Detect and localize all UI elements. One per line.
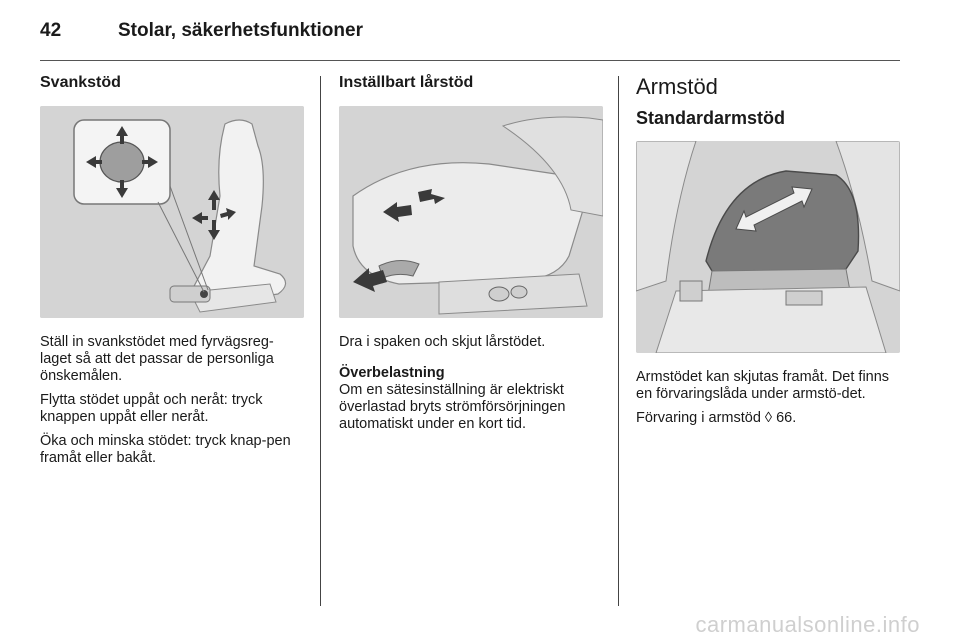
paragraph: Öka och minska stödet: tryck knap-pen framåt eller bakåt. <box>40 433 291 466</box>
page-number: 42 <box>40 20 62 41</box>
paragraph: Förvaring i armstöd ◊ 66. <box>636 410 797 426</box>
thigh-support-illustration <box>339 106 603 318</box>
overload-paragraph: Om en sätesinställning är elektriskt överlastad bryts strömförsörjningen automatiskt under en kort tid. <box>339 382 566 432</box>
column-divider-2 <box>618 76 619 606</box>
lumbar-body <box>40 334 304 467</box>
column-armrest <box>636 74 900 427</box>
paragraph: Ställ in svankstödet med fyrvägsreg-laget så att det passar de personliga önskemålen. <box>40 334 274 384</box>
column-divider-1 <box>320 76 321 606</box>
watermark: carmanualsonline.info <box>695 612 920 637</box>
section-heading-lumbar: Svankstöd <box>40 74 121 91</box>
section-heading-thigh: Inställbart lårstöd <box>339 74 474 91</box>
overload-block <box>339 365 603 433</box>
paragraph: Flytta stödet uppåt och neråt: tryck knappen uppåt eller neråt. <box>40 392 263 425</box>
column-thigh-support <box>339 74 603 433</box>
header-rule <box>40 60 900 61</box>
lumbar-support-illustration <box>40 106 304 318</box>
overload-heading: Överbelastning <box>339 365 445 381</box>
running-title: Stolar, säkerhetsfunktioner <box>118 20 363 41</box>
page-header <box>40 20 920 60</box>
armrest-body <box>636 369 900 427</box>
section-heading-armrest: Armstöd <box>636 74 718 99</box>
column-lumbar-support <box>40 74 304 467</box>
armrest-illustration <box>636 141 900 353</box>
thigh-paragraph: Dra i spaken och skjut lårstödet. <box>339 334 546 350</box>
paragraph: Armstödet kan skjutas framåt. Det finns en förvaringslåda under armstö-det. <box>636 369 890 402</box>
subheading-standard-armrest: Standardarmstöd <box>636 108 786 128</box>
